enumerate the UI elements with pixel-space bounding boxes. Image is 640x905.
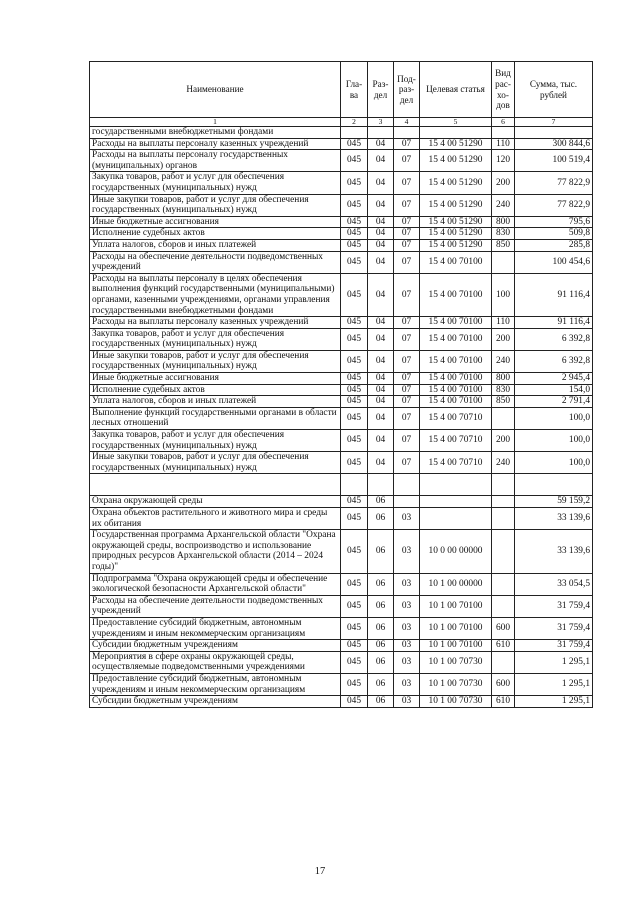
row-section-cell — [368, 127, 394, 139]
row-name-cell: Иные закупки товаров, работ и услуг для обеспечения государственных (муниципальных) нужд — [90, 350, 341, 372]
row-chapter-cell: 045 — [341, 595, 368, 617]
row-expense-type-cell — [492, 127, 515, 139]
row-amount-cell: 91 116,4 — [515, 317, 593, 329]
table-row — [90, 384, 593, 396]
row-target-article-cell: 15 4 00 70100 — [420, 373, 492, 385]
row-chapter-cell: 045 — [341, 172, 368, 194]
row-subsection-cell: 07 — [394, 384, 420, 396]
table-row — [90, 651, 593, 673]
row-expense-type-cell — [492, 508, 515, 530]
row-section-cell: 06 — [368, 696, 394, 708]
row-name-cell: Иные закупки товаров, работ и услуг для обеспечения государственных (муниципальных) нужд — [90, 194, 341, 216]
row-section-cell: 04 — [368, 384, 394, 396]
row-chapter-cell: 045 — [341, 251, 368, 273]
row-amount-cell: 6 392,8 — [515, 350, 593, 372]
header-section: Раз-дел — [368, 62, 394, 118]
row-section-cell: 04 — [368, 328, 394, 350]
row-target-article-cell: 15 4 00 70100 — [420, 273, 492, 316]
column-number: 4 — [394, 118, 420, 127]
row-section-cell: 06 — [368, 530, 394, 573]
row-subsection-cell: 07 — [394, 172, 420, 194]
row-chapter-cell: 045 — [341, 239, 368, 251]
row-expense-type-cell: 850 — [492, 396, 515, 408]
table-row — [90, 328, 593, 350]
row-name-cell: Субсидии бюджетным учреждениям — [90, 640, 341, 652]
row-subsection-cell: 03 — [394, 651, 420, 673]
row-chapter-cell: 045 — [341, 508, 368, 530]
row-section-cell: 04 — [368, 239, 394, 251]
row-amount-cell: 33 139,6 — [515, 530, 593, 573]
row-expense-type-cell: 600 — [492, 617, 515, 639]
table-row — [90, 228, 593, 240]
row-target-article-cell — [420, 508, 492, 530]
row-target-article-cell: 10 1 00 70100 — [420, 640, 492, 652]
row-amount-cell — [515, 474, 593, 496]
row-target-article-cell: 15 4 00 70100 — [420, 328, 492, 350]
table-row — [90, 452, 593, 474]
row-name-cell: Закупка товаров, работ и услуг для обеспечения государственных (муниципальных) нужд — [90, 172, 341, 194]
row-name-cell: Охрана окружающей среды — [90, 496, 341, 508]
row-name-cell: Государственная программа Архангельской области "Охрана окружающей среды, воспроизводство и использование природных ресурсов Архангельской области (2014 – 2024 годы)" — [90, 530, 341, 573]
row-target-article-cell: 10 1 00 70730 — [420, 696, 492, 708]
header-subsection: Под-раз-дел — [394, 62, 420, 118]
row-subsection-cell: 07 — [394, 216, 420, 228]
row-chapter-cell: 045 — [341, 273, 368, 316]
row-name-cell: Исполнение судебных актов — [90, 384, 341, 396]
row-subsection-cell: 07 — [394, 452, 420, 474]
row-subsection-cell: 07 — [394, 317, 420, 329]
row-section-cell: 04 — [368, 138, 394, 150]
row-amount-cell: 33 054,5 — [515, 573, 593, 595]
row-name-cell: Расходы на обеспечение деятельности подведомственных учреждений — [90, 595, 341, 617]
row-chapter-cell: 045 — [341, 452, 368, 474]
column-number: 6 — [492, 118, 515, 127]
header-chapter: Гла-ва — [341, 62, 368, 118]
row-subsection-cell: 07 — [394, 273, 420, 316]
row-expense-type-cell: 850 — [492, 239, 515, 251]
row-subsection-cell: 07 — [394, 373, 420, 385]
table-row — [90, 239, 593, 251]
row-section-cell: 04 — [368, 317, 394, 329]
row-chapter-cell: 045 — [341, 350, 368, 372]
row-expense-type-cell — [492, 407, 515, 429]
row-target-article-cell: 10 1 00 70730 — [420, 651, 492, 673]
row-subsection-cell — [394, 496, 420, 508]
row-name-cell: Расходы на выплаты персоналу в целях обеспечения выполнения функций государственными (муниципальными) органами, казенными учреждениями, органами управления государственными внебюджетными фондами — [90, 273, 341, 316]
row-amount-cell: 300 844,6 — [515, 138, 593, 150]
row-expense-type-cell: 830 — [492, 228, 515, 240]
row-expense-type-cell: 240 — [492, 194, 515, 216]
header-target-article: Целевая статья — [420, 62, 492, 118]
row-subsection-cell: 07 — [394, 350, 420, 372]
row-subsection-cell: 03 — [394, 595, 420, 617]
row-section-cell: 04 — [368, 228, 394, 240]
row-name-cell: Иные бюджетные ассигнования — [90, 216, 341, 228]
row-name-cell — [90, 474, 341, 496]
row-name-cell: Расходы на выплаты персоналу казенных учреждений — [90, 317, 341, 329]
row-amount-cell: 1 295,1 — [515, 696, 593, 708]
row-chapter-cell: 045 — [341, 138, 368, 150]
page-number: 17 — [314, 866, 326, 877]
column-number: 1 — [90, 118, 341, 127]
table-row — [90, 138, 593, 150]
row-chapter-cell — [341, 474, 368, 496]
table-row — [90, 617, 593, 639]
row-chapter-cell: 045 — [341, 228, 368, 240]
row-section-cell: 04 — [368, 396, 394, 408]
row-expense-type-cell: 240 — [492, 452, 515, 474]
row-amount-cell — [515, 127, 593, 139]
row-subsection-cell: 07 — [394, 194, 420, 216]
row-section-cell: 06 — [368, 617, 394, 639]
row-chapter-cell: 045 — [341, 530, 368, 573]
row-name-cell: Закупка товаров, работ и услуг для обеспечения государственных (муниципальных) нужд — [90, 430, 341, 452]
table-row — [90, 317, 593, 329]
row-name-cell: Охрана объектов растительного и животного мира и среды их обитания — [90, 508, 341, 530]
row-subsection-cell — [394, 474, 420, 496]
row-chapter-cell: 045 — [341, 640, 368, 652]
table-row — [90, 396, 593, 408]
row-target-article-cell: 15 4 00 70710 — [420, 407, 492, 429]
table-row — [90, 273, 593, 316]
row-chapter-cell: 045 — [341, 496, 368, 508]
row-section-cell: 04 — [368, 350, 394, 372]
row-chapter-cell: 045 — [341, 384, 368, 396]
row-amount-cell: 31 759,4 — [515, 617, 593, 639]
row-expense-type-cell: 800 — [492, 373, 515, 385]
column-number: 7 — [515, 118, 593, 127]
row-chapter-cell: 045 — [341, 696, 368, 708]
row-section-cell: 06 — [368, 496, 394, 508]
row-subsection-cell: 07 — [394, 430, 420, 452]
row-section-cell: 04 — [368, 172, 394, 194]
row-section-cell: 06 — [368, 651, 394, 673]
header-expense-type: Вид рас-хо-дов — [492, 62, 515, 118]
row-section-cell: 04 — [368, 452, 394, 474]
table-row — [90, 508, 593, 530]
row-expense-type-cell: 610 — [492, 640, 515, 652]
row-chapter-cell: 045 — [341, 617, 368, 639]
row-chapter-cell: 045 — [341, 407, 368, 429]
row-target-article-cell — [420, 474, 492, 496]
row-chapter-cell: 045 — [341, 150, 368, 172]
row-chapter-cell: 045 — [341, 430, 368, 452]
row-subsection-cell: 07 — [394, 228, 420, 240]
row-expense-type-cell — [492, 474, 515, 496]
row-target-article-cell: 10 1 00 00000 — [420, 573, 492, 595]
row-subsection-cell: 03 — [394, 696, 420, 708]
row-target-article-cell: 10 1 00 70100 — [420, 595, 492, 617]
row-expense-type-cell: 830 — [492, 384, 515, 396]
row-section-cell: 04 — [368, 373, 394, 385]
row-amount-cell: 100,0 — [515, 430, 593, 452]
row-target-article-cell: 15 4 00 70100 — [420, 350, 492, 372]
row-chapter-cell: 045 — [341, 651, 368, 673]
row-subsection-cell: 03 — [394, 530, 420, 573]
row-target-article-cell: 10 1 00 70100 — [420, 617, 492, 639]
row-amount-cell: 285,8 — [515, 239, 593, 251]
table-row — [90, 407, 593, 429]
row-target-article-cell: 15 4 00 51290 — [420, 239, 492, 251]
row-name-cell: Иные бюджетные ассигнования — [90, 373, 341, 385]
row-name-cell: Расходы на выплаты персоналу казенных учреждений — [90, 138, 341, 150]
table-row — [90, 127, 593, 139]
row-subsection-cell: 03 — [394, 617, 420, 639]
table-row — [90, 150, 593, 172]
row-amount-cell: 77 822,9 — [515, 194, 593, 216]
row-target-article-cell: 15 4 00 51290 — [420, 194, 492, 216]
table-row — [90, 430, 593, 452]
row-name-cell: Уплата налогов, сборов и иных платежей — [90, 396, 341, 408]
row-expense-type-cell — [492, 595, 515, 617]
row-chapter-cell: 045 — [341, 328, 368, 350]
row-target-article-cell: 15 4 00 70100 — [420, 251, 492, 273]
row-target-article-cell: 15 4 00 70100 — [420, 384, 492, 396]
row-amount-cell: 100 454,6 — [515, 251, 593, 273]
row-expense-type-cell: 120 — [492, 150, 515, 172]
row-name-cell: Иные закупки товаров, работ и услуг для обеспечения государственных (муниципальных) нужд — [90, 452, 341, 474]
column-number: 2 — [341, 118, 368, 127]
table-row — [90, 373, 593, 385]
row-subsection-cell: 07 — [394, 150, 420, 172]
row-target-article-cell: 15 4 00 51290 — [420, 172, 492, 194]
row-expense-type-cell — [492, 573, 515, 595]
header-name: Наименование — [90, 62, 341, 118]
row-amount-cell: 100,0 — [515, 452, 593, 474]
row-section-cell: 04 — [368, 273, 394, 316]
row-subsection-cell: 07 — [394, 239, 420, 251]
row-chapter-cell: 045 — [341, 673, 368, 695]
row-name-cell: Подпрограмма "Охрана окружающей среды и обеспечение экологической безопасности Архангельской области" — [90, 573, 341, 595]
row-section-cell: 06 — [368, 673, 394, 695]
row-subsection-cell: 07 — [394, 328, 420, 350]
row-expense-type-cell: 610 — [492, 696, 515, 708]
table-spacer-row — [90, 474, 593, 496]
row-section-cell: 04 — [368, 216, 394, 228]
row-expense-type-cell: 110 — [492, 317, 515, 329]
row-chapter-cell — [341, 127, 368, 139]
row-section-cell: 04 — [368, 407, 394, 429]
row-amount-cell: 6 392,8 — [515, 328, 593, 350]
row-expense-type-cell: 600 — [492, 673, 515, 695]
row-expense-type-cell: 200 — [492, 172, 515, 194]
row-target-article-cell — [420, 127, 492, 139]
table-body — [90, 127, 593, 708]
row-subsection-cell — [394, 127, 420, 139]
row-amount-cell: 154,0 — [515, 384, 593, 396]
row-target-article-cell: 10 1 00 70730 — [420, 673, 492, 695]
row-amount-cell: 77 822,9 — [515, 172, 593, 194]
row-name-cell: Субсидии бюджетным учреждениям — [90, 696, 341, 708]
row-expense-type-cell — [492, 651, 515, 673]
row-expense-type-cell: 200 — [492, 430, 515, 452]
row-name-cell: Исполнение судебных актов — [90, 228, 341, 240]
row-amount-cell: 100 519,4 — [515, 150, 593, 172]
table-row — [90, 496, 593, 508]
header-amount: Сумма, тыс. рублей — [515, 62, 593, 118]
row-subsection-cell: 07 — [394, 138, 420, 150]
row-target-article-cell: 15 4 00 51290 — [420, 216, 492, 228]
row-target-article-cell: 10 0 00 00000 — [420, 530, 492, 573]
table-row — [90, 172, 593, 194]
row-expense-type-cell: 800 — [492, 216, 515, 228]
row-chapter-cell: 045 — [341, 396, 368, 408]
row-target-article-cell: 15 4 00 70710 — [420, 452, 492, 474]
row-section-cell: 06 — [368, 595, 394, 617]
row-name-cell: Уплата налогов, сборов и иных платежей — [90, 239, 341, 251]
table-row — [90, 696, 593, 708]
column-number: 5 — [420, 118, 492, 127]
row-amount-cell: 2 791,4 — [515, 396, 593, 408]
table-row — [90, 194, 593, 216]
row-subsection-cell: 03 — [394, 640, 420, 652]
row-section-cell: 04 — [368, 430, 394, 452]
row-target-article-cell: 15 4 00 70100 — [420, 396, 492, 408]
row-name-cell: Расходы на обеспечение деятельности подведомственных учреждений — [90, 251, 341, 273]
row-target-article-cell — [420, 496, 492, 508]
row-target-article-cell: 15 4 00 51290 — [420, 150, 492, 172]
row-section-cell — [368, 474, 394, 496]
row-amount-cell: 509,8 — [515, 228, 593, 240]
row-amount-cell: 1 295,1 — [515, 673, 593, 695]
row-subsection-cell: 03 — [394, 508, 420, 530]
row-expense-type-cell — [492, 530, 515, 573]
row-expense-type-cell: 240 — [492, 350, 515, 372]
row-amount-cell: 1 295,1 — [515, 651, 593, 673]
row-expense-type-cell — [492, 496, 515, 508]
row-amount-cell: 795,6 — [515, 216, 593, 228]
row-target-article-cell: 15 4 00 70710 — [420, 430, 492, 452]
table-row — [90, 595, 593, 617]
row-amount-cell: 59 159,2 — [515, 496, 593, 508]
column-number-row — [90, 118, 593, 127]
row-name-cell: Закупка товаров, работ и услуг для обеспечения государственных (муниципальных) нужд — [90, 328, 341, 350]
row-section-cell: 06 — [368, 640, 394, 652]
row-subsection-cell: 07 — [394, 251, 420, 273]
table-row — [90, 530, 593, 573]
row-subsection-cell: 03 — [394, 673, 420, 695]
row-subsection-cell: 03 — [394, 573, 420, 595]
row-section-cell: 04 — [368, 251, 394, 273]
row-subsection-cell: 07 — [394, 407, 420, 429]
row-chapter-cell: 045 — [341, 317, 368, 329]
row-chapter-cell: 045 — [341, 573, 368, 595]
row-expense-type-cell — [492, 251, 515, 273]
row-chapter-cell: 045 — [341, 194, 368, 216]
row-target-article-cell: 15 4 00 51290 — [420, 228, 492, 240]
row-name-cell: Выполнение функций государственными органами в области лесных отношений — [90, 407, 341, 429]
row-subsection-cell: 07 — [394, 396, 420, 408]
row-target-article-cell: 15 4 00 51290 — [420, 138, 492, 150]
row-name-cell: Мероприятия в сфере охраны окружающей среды, осуществляемые подведомственными учреждениями — [90, 651, 341, 673]
row-amount-cell: 91 116,4 — [515, 273, 593, 316]
row-amount-cell: 33 139,6 — [515, 508, 593, 530]
row-chapter-cell: 045 — [341, 216, 368, 228]
row-section-cell: 06 — [368, 508, 394, 530]
row-expense-type-cell: 100 — [492, 273, 515, 316]
column-number: 3 — [368, 118, 394, 127]
table-row — [90, 251, 593, 273]
row-name-cell: государственными внебюджетными фондами — [90, 127, 341, 139]
row-section-cell: 06 — [368, 573, 394, 595]
row-section-cell: 04 — [368, 194, 394, 216]
row-expense-type-cell: 110 — [492, 138, 515, 150]
row-expense-type-cell: 200 — [492, 328, 515, 350]
row-name-cell: Расходы на выплаты персоналу государственных (муниципальных) органов — [90, 150, 341, 172]
table-row — [90, 216, 593, 228]
row-amount-cell: 2 945,4 — [515, 373, 593, 385]
table-row — [90, 673, 593, 695]
row-name-cell: Предоставление субсидий бюджетным, автономным учреждениям и иным некоммерческим организациям — [90, 617, 341, 639]
table-row — [90, 573, 593, 595]
header-row — [90, 62, 593, 118]
row-amount-cell: 31 759,4 — [515, 595, 593, 617]
row-amount-cell: 31 759,4 — [515, 640, 593, 652]
table-row — [90, 640, 593, 652]
row-chapter-cell: 045 — [341, 373, 368, 385]
table-row — [90, 350, 593, 372]
row-amount-cell: 100,0 — [515, 407, 593, 429]
row-target-article-cell: 15 4 00 70100 — [420, 317, 492, 329]
row-name-cell: Предоставление субсидий бюджетным, автономным учреждениям и иным некоммерческим организациям — [90, 673, 341, 695]
row-section-cell: 04 — [368, 150, 394, 172]
budget-table — [89, 61, 593, 708]
